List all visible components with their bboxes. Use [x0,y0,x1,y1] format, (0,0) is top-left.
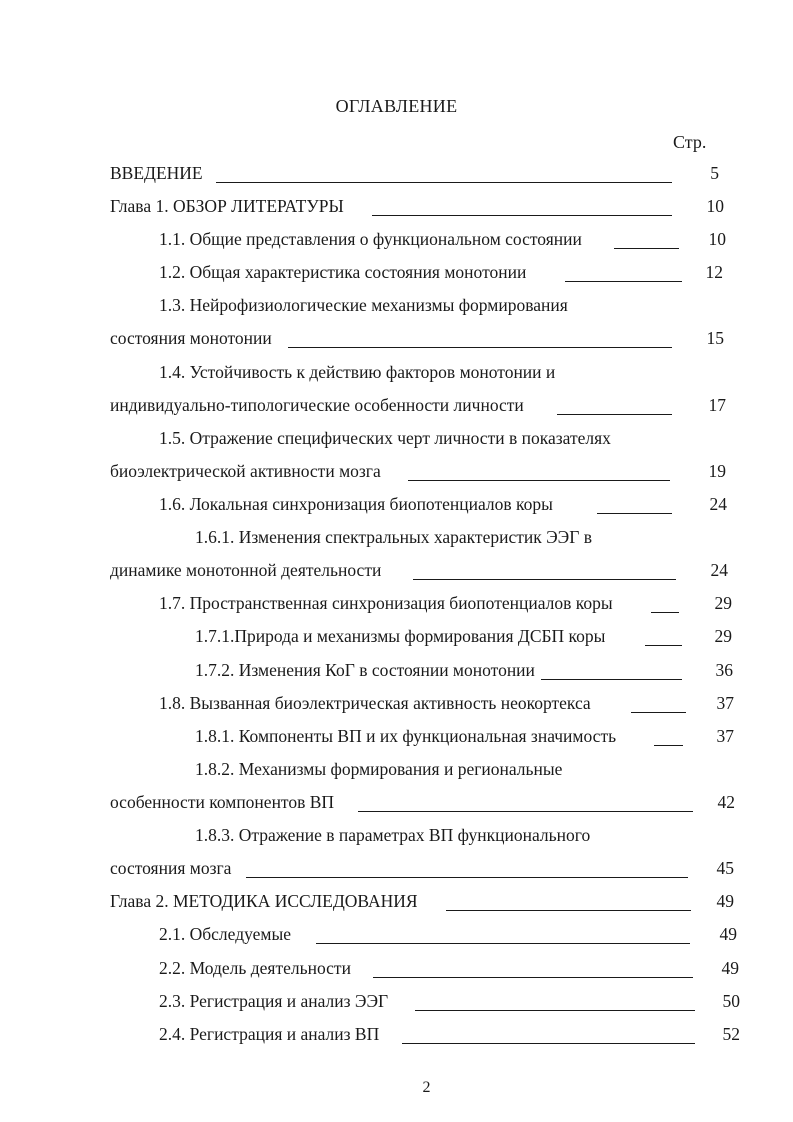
toc-page-number: 49 [721,958,739,978]
toc-entry-1-5[interactable] [159,428,679,452]
toc-entry-text: 2.4. Регистрация и анализ ВП [159,1024,380,1044]
dot-leader [446,910,691,911]
toc-entry-text: 2.2. Модель деятельности [159,958,351,978]
dot-leader [557,414,672,415]
toc-entry-1-7-1[interactable] [195,626,715,650]
toc-entry-text: состояния монотонии [110,328,272,348]
dot-leader [651,612,679,613]
dot-leader [372,215,672,216]
toc-entry-introduction[interactable] [110,163,710,187]
dot-leader [415,1010,695,1011]
toc-page-number: 37 [716,693,734,713]
toc-entry-text: 1.2. Общая характеристика состояния монотонии [159,262,527,282]
toc-entry-chapter-1[interactable] [110,196,710,220]
toc-entry-text: 1.8.2. Механизмы формирования и региональные [195,759,563,779]
toc-page-number: 5 [710,163,719,183]
dot-leader [597,513,672,514]
toc-entry-1-3[interactable] [159,295,659,319]
toc-page-number: 24 [709,494,727,514]
dot-leader [373,977,693,978]
dot-leader [246,877,688,878]
dot-leader [541,679,682,680]
toc-entry-text: 1.5. Отражение специфических черт личности в показателях [159,428,611,448]
toc-entry-text: Глава 1. ОБЗОР ЛИТЕРАТУРЫ [110,196,344,216]
toc-entry-1-3-continuation[interactable] [110,328,710,352]
dot-leader [358,811,693,812]
toc-page-number: 52 [722,1024,740,1044]
toc-page-number: 50 [722,991,740,1011]
dot-leader [654,745,683,746]
toc-entry-text: Глава 2. МЕТОДИКА ИССЛЕДОВАНИЯ [110,891,418,911]
toc-entry-text: ВВЕДЕНИЕ [110,163,203,183]
toc-entry-text: 1.6. Локальная синхронизация биопотенциалов коры [159,494,553,514]
toc-entry-text: динамике монотонной деятельности [110,560,382,580]
toc-entry-text: 1.7.1.Природа и механизмы формирования ДСБП коры [195,626,606,646]
toc-entry-text: 1.8.3. Отражение в параметрах ВП функционального [195,825,591,845]
toc-entry-1-6[interactable] [159,494,709,518]
toc-entry-text: состояния мозга [110,858,232,878]
toc-entry-text: биоэлектрической активности мозга [110,461,381,481]
toc-entry-1-1[interactable] [159,229,709,253]
dot-leader [645,645,682,646]
toc-page-number: 10 [706,196,724,216]
page-footer-number: 2 [422,1079,431,1096]
dot-leader [408,480,670,481]
toc-entry-1-8-3[interactable] [195,825,655,849]
toc-page-number: 10 [708,229,726,249]
toc-entry-1-6-1-continuation[interactable] [110,560,710,584]
toc-entry-text: 1.3. Нейрофизиологические механизмы формирования [159,295,568,315]
toc-entry-2-1[interactable] [159,924,709,948]
toc-entry-text: особенности компонентов ВП [110,792,335,812]
dot-leader [216,182,672,183]
dot-leader [402,1043,695,1044]
toc-entry-text: 1.7. Пространственная синхронизация биопотенциалов коры [159,593,613,613]
toc-page-number: 45 [716,858,734,878]
toc-page-number: 42 [717,792,735,812]
toc-entry-text: 1.7.2. Изменения КоГ в состоянии монотонии [195,660,535,680]
toc-entry-text: 1.6.1. Изменения спектральных характеристик ЭЭГ в [195,527,592,547]
toc-page-number: 29 [714,626,732,646]
toc-entry-1-8-2[interactable] [195,759,655,783]
toc-entry-text: индивидуально-типологические особенности личности [110,395,524,415]
toc-page-number: 12 [705,262,723,282]
toc-entry-1-8-3-continuation[interactable] [110,858,710,882]
toc-page-number: 37 [716,726,734,746]
toc-page-number: 17 [708,395,726,415]
toc-entry-1-8-1[interactable] [195,726,715,750]
toc-entry-text: 1.1. Общие представления о функциональном состоянии [159,229,582,249]
toc-entry-1-4[interactable] [159,362,659,386]
toc-entry-1-8-2-continuation[interactable] [110,792,710,816]
toc-entry-text: 1.8.1. Компоненты ВП и их функциональная значимость [195,726,617,746]
dot-leader [631,712,686,713]
dot-leader [413,579,676,580]
toc-entry-text: 1.8. Вызванная биоэлектрическая активность неокортекса [159,693,591,713]
toc-entry-1-6-1[interactable] [195,527,655,551]
toc-page-number: 29 [714,593,732,613]
toc-entry-text: 1.4. Устойчивость к действию факторов монотонии и [159,362,556,382]
page-column-label: Стр. [673,132,707,152]
toc-page-number: 49 [716,891,734,911]
toc-entry-1-8[interactable] [159,693,719,717]
toc-entry-1-2[interactable] [159,262,709,286]
toc-entry-2-3[interactable] [159,991,719,1015]
toc-heading: ОГЛАВЛЕНИЕ [335,96,458,116]
dot-leader [288,347,672,348]
dot-leader [316,943,690,944]
toc-page-number: 15 [706,328,724,348]
toc-entry-1-7[interactable] [159,593,719,617]
toc-page-number: 24 [710,560,728,580]
toc-page-number: 19 [708,461,726,481]
dot-leader [565,281,682,282]
toc-entry-1-5-continuation[interactable] [110,461,710,485]
toc-entry-2-4[interactable] [159,1024,719,1048]
toc-entry-1-4-continuation[interactable] [110,395,710,419]
toc-entry-1-7-2[interactable] [195,660,715,684]
dot-leader [614,248,679,249]
toc-entry-text: 2.1. Обследуемые [159,924,291,944]
toc-page-number: 36 [715,660,733,680]
toc-entry-text: 2.3. Регистрация и анализ ЭЭГ [159,991,389,1011]
toc-entry-2-2[interactable] [159,958,709,982]
toc-page-number: 49 [719,924,737,944]
toc-entry-chapter-2[interactable] [110,891,710,915]
